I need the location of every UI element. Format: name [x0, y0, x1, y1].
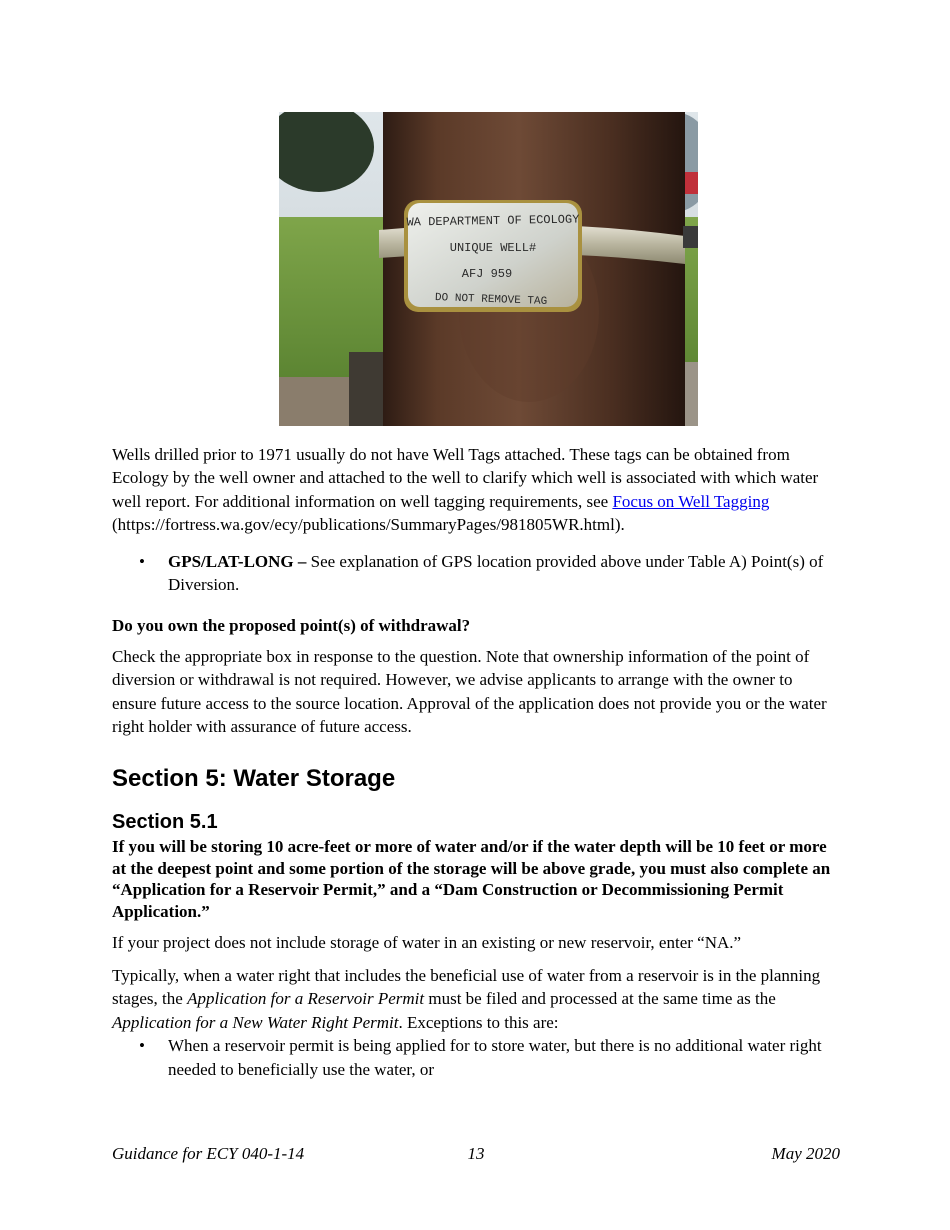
- footer-date: May 2020: [771, 1144, 840, 1163]
- new-water-right-title: Application for a New Water Right Permit: [112, 1012, 399, 1032]
- gps-bullet-list: [112, 550, 840, 597]
- well-tag-paragraph: [112, 443, 840, 537]
- tag-text-line2: UNIQUE WELL#: [449, 241, 537, 255]
- section-5-1-title: Section 5.1: [112, 811, 218, 834]
- tag-text-line4: DO NOT REMOVE TAG: [434, 292, 548, 308]
- typical-text-2: must be filed and processed at the same time as the: [424, 989, 776, 1009]
- na-instruction-paragraph: If your project does not include storage of water in an existing or new reservoir, enter “NA.”: [112, 933, 742, 953]
- well-tag-paragraph-text: Wells drilled prior to 1971 usually do not have Well Tags attached. These tags can be obtained from Ecology by the well owner and attached to the well to clarify which well is associated with which water well report. For additional information on well tagging requirements, see: [112, 445, 819, 511]
- tag-text-line1: WA DEPARTMENT OF ECOLOGY: [406, 212, 580, 230]
- typical-text-1: Typically, when a water right that includes the beneficial use of water from a reservoir is in the planning stages, the: [112, 965, 821, 1009]
- well-tag-url-text: (https://fortress.wa.gov/ecy/publications/SummaryPages/981805WR.html).: [112, 515, 625, 535]
- reservoir-permit-title: Application for a Reservoir Permit: [187, 989, 425, 1009]
- typical-process-paragraph: [112, 964, 840, 1034]
- reservoir-requirement-paragraph: If you will be storing 10 acre-feet or more of water and/or if the water depth will be 10 feet or more at the deepest point and some portion of the storage will be above grade, you must also complete an “Application for a Reservoir Permit,” and a “Dam Construction or Decommissioning Permit Application.”: [112, 837, 831, 921]
- document-body: [112, 443, 840, 1081]
- section-5-title: Section 5: Water Storage: [112, 765, 396, 793]
- tag-text-line3: AFJ 959: [461, 267, 513, 281]
- bullet-marker: •: [139, 551, 145, 571]
- ownership-paragraph: Check the appropriate box in response to the question. Note that ownership information of the point of diversion or withdrawal is not required. However, we advise applicants to arrange with the owner to ensure future access to the source location. Approval of the application does not provide you or the water right holder with assurance of future access.: [112, 646, 827, 737]
- list-item: [112, 1034, 840, 1081]
- typical-text-3: . Exceptions to this are:: [398, 1012, 559, 1032]
- well-tag-photo: [279, 112, 698, 426]
- exception-text: When a reservoir permit is being applied for to store water, but there is no additional water right needed to beneficially use the water, or: [168, 1036, 822, 1079]
- exceptions-list: [112, 1034, 840, 1081]
- footer-page-number: 13: [467, 1144, 485, 1163]
- focus-on-well-tagging-link[interactable]: Focus on Well Tagging: [612, 491, 770, 511]
- footer-document-title: Guidance for ECY 040-1-14: [112, 1144, 305, 1163]
- gps-label: GPS/LAT-LONG –: [168, 551, 307, 571]
- list-item: [112, 550, 840, 597]
- ownership-question-heading: Do you own the proposed point(s) of withdrawal?: [112, 616, 471, 636]
- gps-explanation: See explanation of GPS location provided above under Table A) Point(s) of Diversion.: [168, 551, 824, 595]
- page-footer: [112, 1143, 840, 1167]
- well-tag-photo-graphic: [279, 112, 698, 426]
- bullet-marker: •: [139, 1036, 145, 1056]
